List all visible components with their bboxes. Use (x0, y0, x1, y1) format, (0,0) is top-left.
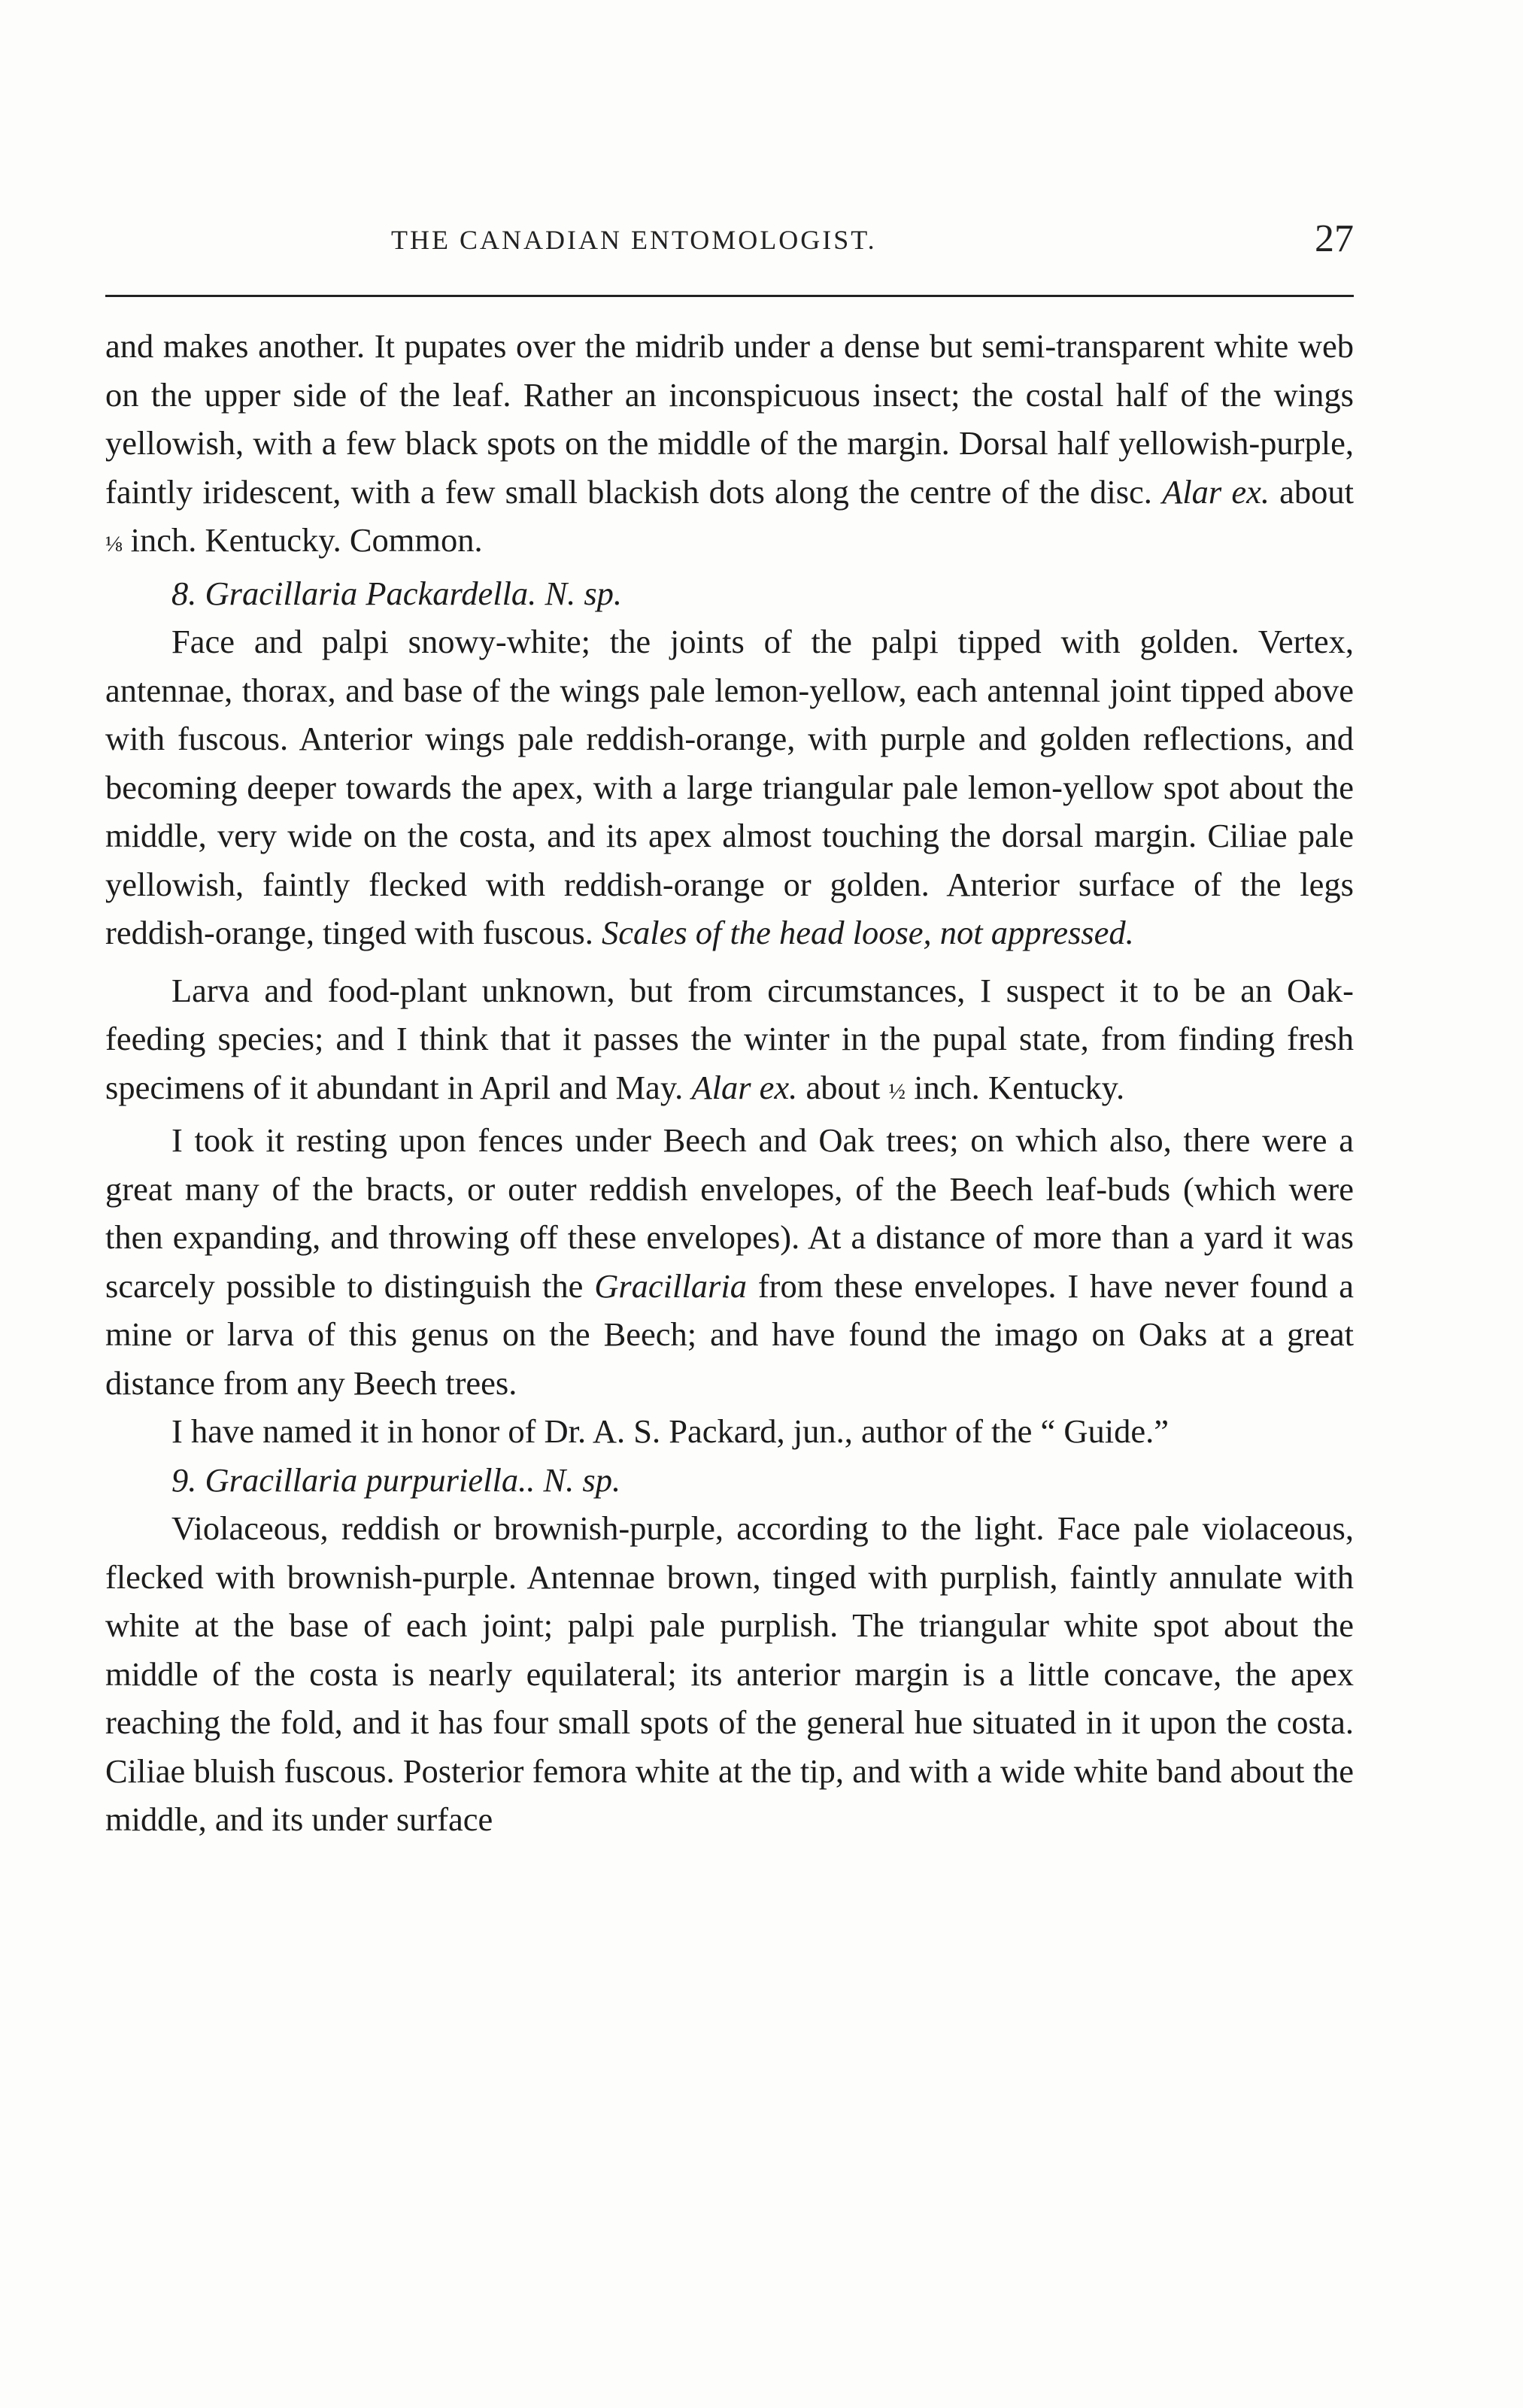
body-text (105, 322, 1354, 1844)
running-title: THE CANADIAN ENTOMOLOGIST. (391, 225, 877, 255)
species-name: Gracillaria Packardella. (205, 574, 537, 612)
alar-label: Alar ex. (1162, 472, 1270, 511)
paragraph-continuation: and makes another. It pupates over the midrib under a dense but semi-transparent white web on the upper side of the leaf. Rather an inconspicuous insect; the costal half of the wings yellowish, with a few black spots on the middle of the margin. Dorsal half yellowish-purple, faintly iridescent, with a few small blackish dots along the centre of the disc. Alar ex. about ⅛ inch. Kentucky. Common. (105, 327, 1354, 559)
paragraph-dedication: I have named it in honor of Dr. A. S. Packard, jun., author of the “ Guide.” (171, 1412, 1170, 1450)
header-rule (105, 295, 1354, 297)
paragraph-larva: Larva and food-plant unknown, but from circumstances, I suspect it to be an Oak-feeding species; and I think that it passes the winter in the pupal state, from finding fresh specimens of it abundant in April and May. Alar ex. about ½ inch. Kentucky. (105, 971, 1354, 1106)
paragraph-habitat: I took it resting upon fences under Beech and Oak trees; on which also, there were a great many of the bracts, or outer reddish envelopes, of the Beech leaf-buds (which were then expanding, and throwing off these envelopes). At a distance of more than a yard it was scarcely possible to distinguish the Gracillaria from these envelopes. I have never found a mine or larva of this genus on the Beech; and have found the imago on Oaks at a great distance from any Beech trees. (105, 1121, 1355, 1402)
species-tag: N. sp. (543, 1460, 621, 1499)
species-name: Gracillaria purpuriella.. (205, 1460, 535, 1499)
alar-label: Alar ex. (691, 1068, 798, 1106)
genus-name: Gracillaria (594, 1266, 747, 1305)
paragraph-description: Face and palpi snowy-white; the joints of the palpi tipped with golden. Vertex, antennae, thorax, and base of the wings pale lemon-yellow, each antennal joint tipped above with fuscous. Anterior wings pale reddish-orange, with purple and golden reflections, and becoming deeper towards the apex, with a large triangular pale lemon-yellow spot about the middle, very wide on the costa, and its apex almost touching the dorsal margin. Ciliae pale yellowish, faintly flecked with reddish-orange or golden. Anterior surface of the legs reddish-orange, tinged with fuscous. Scales of the head loose, not appressed. (105, 623, 1354, 951)
species-heading-8: 8. Gracillaria Packardella. N. sp. (171, 574, 623, 612)
page-number: 27 (1315, 217, 1354, 260)
fraction: ⅛ (105, 532, 123, 557)
page-header (105, 217, 1354, 269)
fraction: ½ (888, 1078, 906, 1104)
paragraph-description-9: Violaceous, reddish or brownish-purple, according to the light. Face pale violaceous, flecked with brownish-purple. Antennae brown, tinged with purplish, faintly annulate with white at the base of each joint; palpi pale purplish. The triangular white spot about the middle of the costa is nearly equilateral; its anterior margin is a little concave, the apex reaching the fold, and it has four small spots of the general hue situated in it upon the costa. Ciliae bluish fuscous. Posterior femora white at the tip, and with a wide white band about the middle, and its under surface (105, 1509, 1354, 1838)
species-heading-9: 9. Gracillaria purpuriella.. N. sp. (171, 1460, 621, 1499)
species-tag: N. sp. (545, 574, 623, 612)
italic-note: Scales of the head loose, not appressed. (601, 914, 1134, 951)
